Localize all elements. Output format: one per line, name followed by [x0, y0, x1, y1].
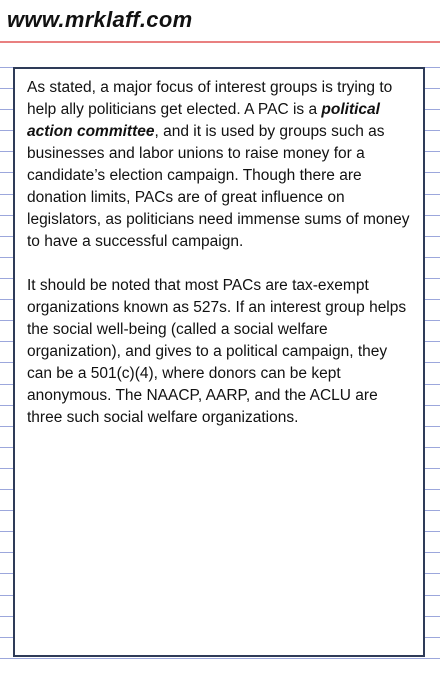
key-term: political action committee [27, 101, 380, 140]
paragraph-text-start: As stated, a major focus of interest groups is trying to help ally politicians get elected. A PAC is a [27, 79, 393, 118]
paragraph-pac-definition [27, 77, 413, 253]
paragraph-text-end: , and it is used by groups such as businesses and labor unions to raise money for a candidate’s election campaign. Though there are donation limits, PACs are of great influence on legislators, as politicians need immense sums of money to have a successful campaign. [27, 123, 410, 250]
red-margin-line [0, 41, 440, 43]
text-box [13, 67, 425, 657]
page-header [0, 0, 440, 40]
site-title: www.mrklaff.com [7, 7, 193, 32]
ruled-line [0, 658, 440, 659]
paragraph-527s: It should be noted that most PACs are tax-exempt organizations known as 527s. If an interest group helps the social well-being (called a social welfare organization), and gives to a political campaign, they can be a 501(c)(4), where donors can be kept anonymous. The NAACP, AARP, and the ACLU are three such social welfare organizations. [27, 277, 407, 426]
